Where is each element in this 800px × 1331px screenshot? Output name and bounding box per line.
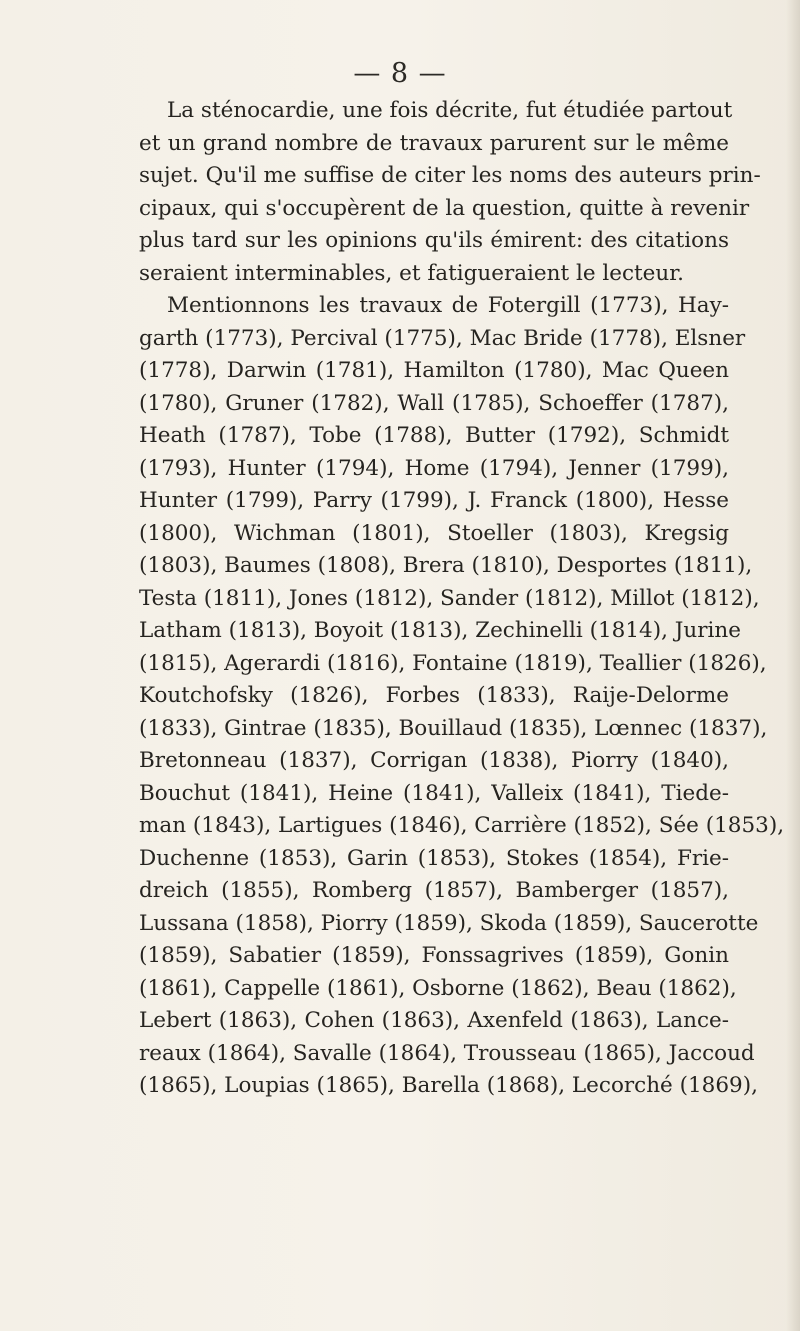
text-line: (1861), Cappelle (1861), Osborne (1862), Beau (1862), xyxy=(139,975,737,1001)
text-line: cipaux, qui s'occupèrent de la question, quitte à revenir xyxy=(139,195,750,221)
body-text xyxy=(139,95,785,1103)
text-line: Bretonneau (1837), Corrigan (1838), Piorry (1840), xyxy=(139,748,729,773)
text-line: garth (1773), Percival (1775), Mac Bride (1778), Elsner xyxy=(139,325,746,351)
text-line: Duchenne (1853), Garin (1853), Stokes (1854), Frie- xyxy=(139,845,729,871)
text-line: plus tard sur les opinions qu'ils émirent: des citations xyxy=(139,228,729,253)
text-line: seraient interminables, et fatigueraient le lecteur. xyxy=(139,260,685,286)
text-line: man (1843), Lartigues (1846), Carrière (1852), Sée (1853), xyxy=(139,813,785,838)
text-line: Hunter (1799), Parry (1799), J. Franck (1800), Hesse xyxy=(139,488,729,513)
text-line: La sténocardie, une fois décrite, fut étudiée partout xyxy=(167,98,733,123)
text-line: (1793), Hunter (1794), Home (1794), Jenner (1799), xyxy=(139,455,729,481)
text-line: Latham (1813), Boyoit (1813), Zechinelli (1814), Jurine xyxy=(139,618,741,643)
text-line: reaux (1864), Savalle (1864), Trousseau (1865), Jaccoud xyxy=(139,1040,755,1066)
text-line: (1803), Baumes (1808), Brera (1810), Desportes (1811), xyxy=(139,553,753,578)
page-number: — 8 — xyxy=(353,58,447,89)
text-line: (1800), Wichman (1801), Stoeller (1803), Kregsig xyxy=(139,520,729,546)
text-line: Bouchut (1841), Heine (1841), Valleix (1841), Tiede- xyxy=(139,780,729,806)
text-line: (1815), Agerardi (1816), Fontaine (1819), Teallier (1826), xyxy=(139,650,767,676)
text-line: Lebert (1863), Cohen (1863), Axenfeld (1863), Lance- xyxy=(139,1008,729,1033)
text-line: Heath (1787), Tobe (1788), Butter (1792), Schmidt xyxy=(139,423,729,448)
text-line: (1778), Darwin (1781), Hamilton (1780), Mac Queen xyxy=(139,358,729,383)
text-line: sujet. Qu'il me suffise de citer les noms des auteurs prin- xyxy=(139,163,761,188)
text-line: dreich (1855), Romberg (1857), Bamberger (1857), xyxy=(139,878,729,903)
text-line: Koutchofsky (1826), Forbes (1833), Raije-Delorme xyxy=(139,683,729,708)
text-line: (1865), Loupias (1865), Barella (1868), Lecorché (1869), xyxy=(139,1073,758,1098)
text-line: (1780), Gruner (1782), Wall (1785), Schoeffer (1787), xyxy=(139,390,729,416)
page-edge-shadow xyxy=(786,0,800,1331)
text-line: (1833), Gintrae (1835), Bouillaud (1835), Lœnnec (1837), xyxy=(139,715,768,741)
text-line: Mentionnons les travaux de Fotergill (1773), Hay- xyxy=(167,293,729,318)
text-line: Lussana (1858), Piorry (1859), Skoda (1859), Saucerotte xyxy=(139,910,759,936)
text-line: et un grand nombre de travaux parurent sur le même xyxy=(139,130,729,156)
text-line: (1859), Sabatier (1859), Fonssagrives (1859), Gonin xyxy=(139,943,729,968)
text-line: Testa (1811), Jones (1812), Sander (1812), Millot (1812), xyxy=(139,585,760,611)
